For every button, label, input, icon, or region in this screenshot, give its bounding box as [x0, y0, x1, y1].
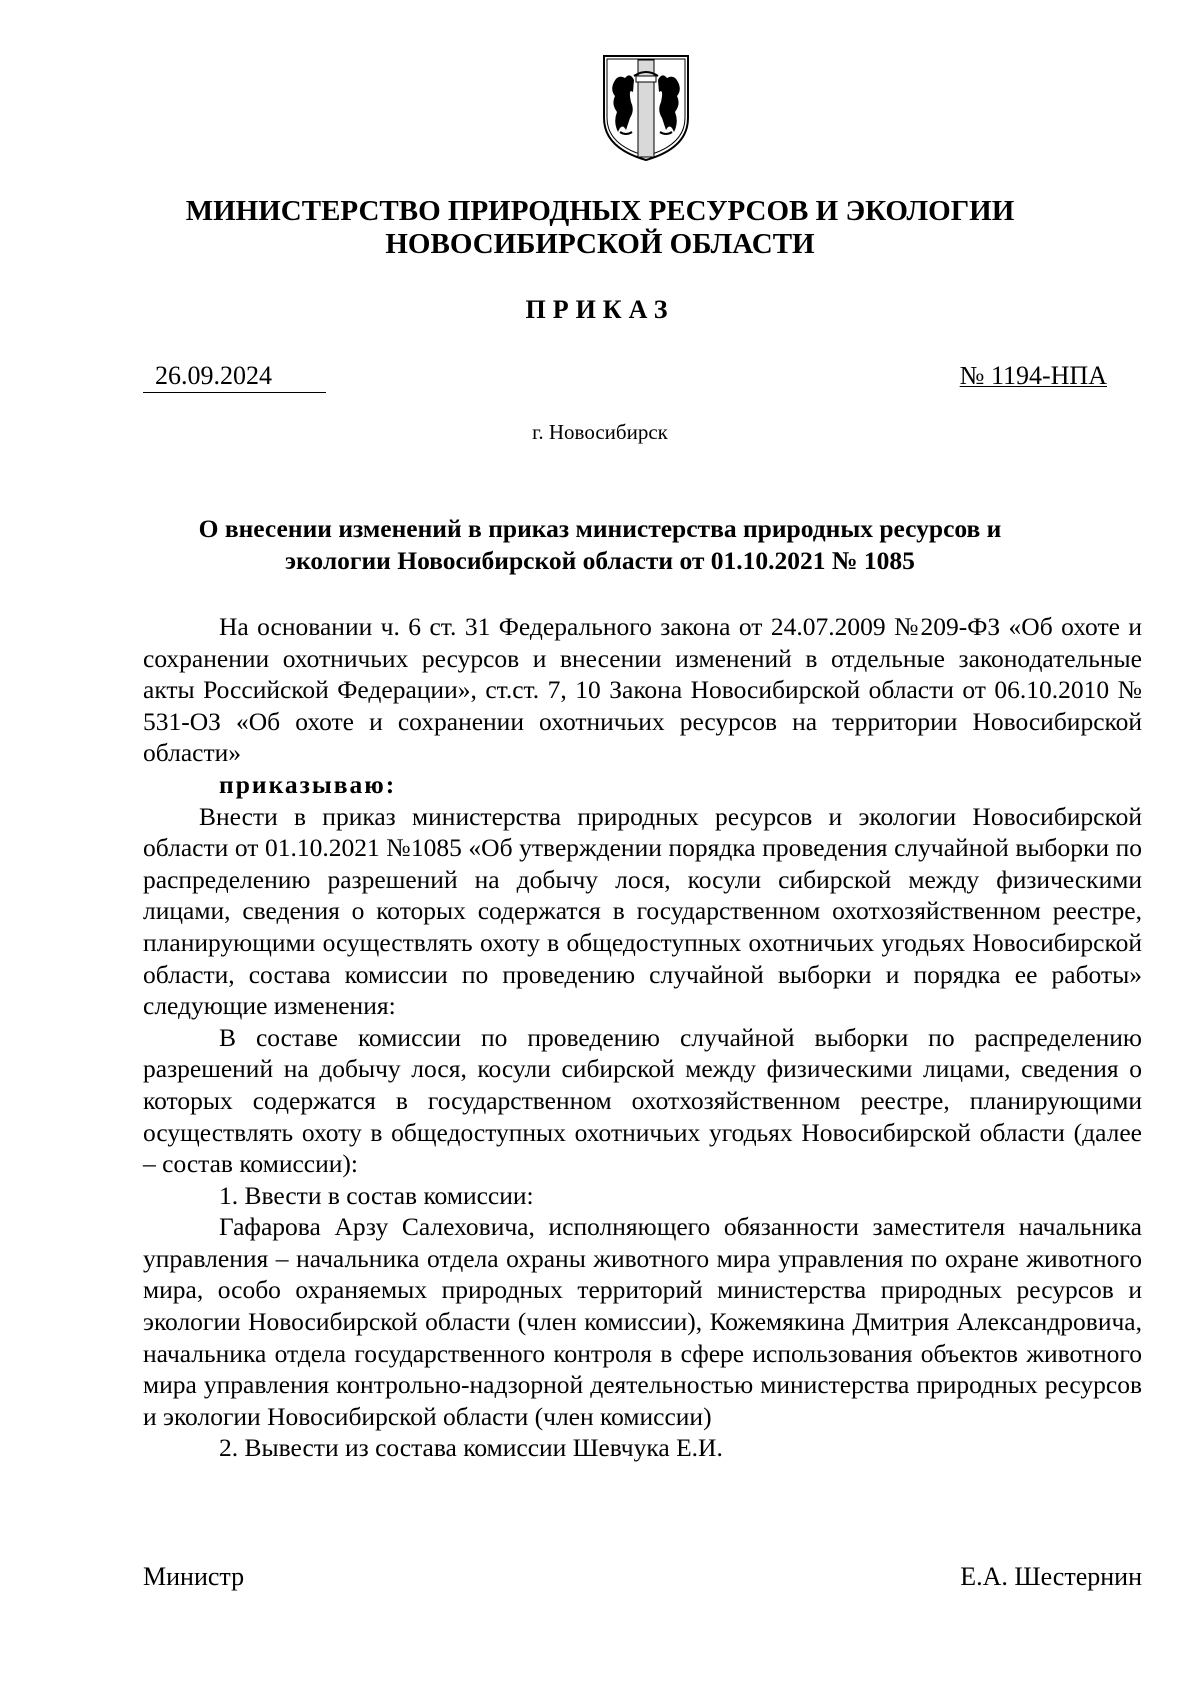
- coat-of-arms-icon: [600, 52, 692, 162]
- document-body: [143, 611, 1142, 1464]
- composition-paragraph: В составе комиссии по проведению случайной выборки по распределению разрешений на добычу лося, косули сибирской между физическими лицами, сведения о которых содержатся в государственном охотхозяйственном реестре, планирующими осуществлять охоту в общедоступных охотничьих угодьях Новосибирской области (далее – состав комиссии):: [143, 1022, 1142, 1179]
- document-type: ПРИКАЗ: [525, 295, 675, 324]
- document-date: 26.09.2024: [143, 360, 326, 393]
- preamble-paragraph: На основании ч. 6 ст. 31 Федерального закона от 24.07.2009 №209-ФЗ «Об охоте и сохранении охотничьих ресурсов и внесении изменений в отдельные законодательные акты Российской Федерации», ст.ст. 7, 10 Закона Новосибирской области от 06.10.2010 № 531-ОЗ «Об охоте и сохранении охотничьих ресурсов на территории Новосибирской области»: [143, 612, 1142, 768]
- subject-line-1: О внесении изменений в приказ министерства природных ресурсов и: [198, 514, 1002, 543]
- subject-line-2: экологии Новосибирской области от 01.10.2021 № 1085: [285, 546, 915, 575]
- signatory-title: Министр: [143, 1562, 245, 1591]
- document-subject: [0, 513, 1200, 577]
- city: г. Новосибирск: [532, 420, 668, 444]
- order-word: приказываю:: [219, 769, 397, 799]
- item-1-title: 1. Ввести в состав комиссии:: [219, 1180, 534, 1210]
- document-number: № 1194-НПА: [959, 361, 1107, 390]
- item-2: 2. Вывести из состава комиссии Шевчука Е.И.: [219, 1433, 723, 1463]
- ministry-name: [0, 195, 1200, 261]
- intro-paragraph: Внести в приказ министерства природных ресурсов и экологии Новосибирской области от 01.10.2021 №1085 «Об утверждении порядка проведения случайной выборки по распределению разрешений на добычу лося, косули сибирской между физическими лицами, сведения о которых содержатся в государственном охотхозяйственном реестре, планирующими осуществлять охоту в общедоступных охотничьих угодьях Новосибирской области, состава комиссии по проведению случайной выборки и порядка ее работы» следующие изменения:: [143, 801, 1142, 1021]
- item-1-text: Гафарова Арзу Салеховича, исполняющего обязанности заместителя начальника управления – начальника отдела охраны животного мира управления по охране животного мира, особо охраняемых природных территорий министерства природных ресурсов и экологии Новосибирской области (член комиссии), Кожемякина Дмитрия Александровича, начальника отдела государственного контроля в сфере использования объектов животного мира управления контрольно-надзорной деятельностью министерства природных ресурсов и экологии Новосибирской области (член комиссии): [143, 1212, 1142, 1431]
- signatory-name: Е.А. Шестернин: [960, 1562, 1142, 1591]
- ministry-line-2: НОВОСИБИРСКОЙ ОБЛАСТИ: [385, 228, 815, 260]
- ministry-line-1: МИНИСТЕРСТВО ПРИРОДНЫХ РЕСУРСОВ И ЭКОЛОГИИ: [185, 195, 1015, 227]
